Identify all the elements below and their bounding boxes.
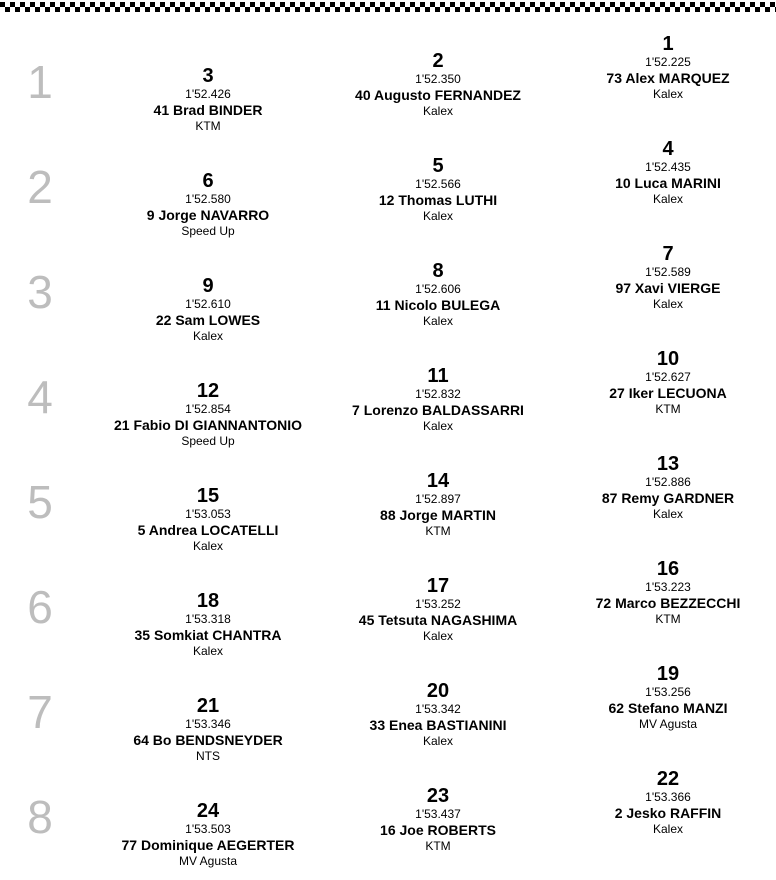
rider-name: 11 Nicolo BULEGA xyxy=(375,297,501,313)
grid-position: 13 xyxy=(656,453,680,475)
team-name: Kalex xyxy=(422,734,454,748)
grid-position: 18 xyxy=(196,590,220,612)
rider-name: 64 Bo BENDSNEYDER xyxy=(133,732,283,748)
grid-row-number: 5 xyxy=(27,476,53,528)
rider-name: 12 Thomas LUTHI xyxy=(378,192,498,208)
team-name: Speed Up xyxy=(181,224,235,238)
rider-name: 35 Somkiat CHANTRA xyxy=(134,627,282,643)
team-name: Kalex xyxy=(652,822,684,836)
lap-time: 1'52.627 xyxy=(645,370,691,384)
rider-name: 88 Jorge MARTIN xyxy=(380,507,496,523)
grid-position: 7 xyxy=(662,243,674,265)
rider-name: 33 Enea BASTIANINI xyxy=(369,717,507,733)
grid-slot xyxy=(323,367,553,434)
rider-name: 10 Luca MARINI xyxy=(615,175,721,191)
grid-position: 15 xyxy=(196,485,220,507)
lap-time: 1'52.350 xyxy=(415,72,461,86)
grid-position: 22 xyxy=(656,768,680,790)
team-name: Kalex xyxy=(652,87,684,101)
grid-slot xyxy=(323,472,553,539)
grid-slot xyxy=(93,487,323,554)
lap-time: 1'53.346 xyxy=(185,717,231,731)
grid-position: 9 xyxy=(202,275,214,297)
lap-time: 1'52.886 xyxy=(645,475,691,489)
team-name: KTM xyxy=(425,524,451,538)
team-name: Speed Up xyxy=(181,434,235,448)
grid-position: 12 xyxy=(196,380,220,402)
team-name: KTM xyxy=(655,612,681,626)
rider-name: 7 Lorenzo BALDASSARRI xyxy=(352,402,524,418)
rider-name: 72 Marco BEZZECCHI xyxy=(595,595,741,611)
grid-slot xyxy=(553,140,776,207)
grid-position: 3 xyxy=(202,65,214,87)
team-name: Kalex xyxy=(192,329,224,343)
rider-name: 5 Andrea LOCATELLI xyxy=(137,522,279,538)
team-name: Kalex xyxy=(652,507,684,521)
rider-name: 77 Dominique AEGERTER xyxy=(121,837,295,853)
grid-row-number: 2 xyxy=(27,161,53,213)
rider-name: 87 Remy GARDNER xyxy=(601,490,735,506)
lap-time: 1'52.610 xyxy=(185,297,231,311)
grid-position: 11 xyxy=(427,365,449,387)
team-name: KTM xyxy=(425,839,451,853)
grid-position: 6 xyxy=(202,170,214,192)
grid-slot xyxy=(323,157,553,224)
lap-time: 1'53.318 xyxy=(185,612,231,626)
lap-time: 1'53.366 xyxy=(645,790,691,804)
grid-slot xyxy=(323,682,553,749)
rider-name: 27 Iker LECUONA xyxy=(609,385,727,401)
lap-time: 1'53.252 xyxy=(415,597,461,611)
grid-slot xyxy=(93,382,323,449)
grid-row-number: 4 xyxy=(27,371,53,423)
lap-time: 1'52.566 xyxy=(415,177,461,191)
lap-time: 1'53.053 xyxy=(185,507,231,521)
grid-row-number: 3 xyxy=(27,266,53,318)
grid-slot xyxy=(553,245,776,312)
rider-name: 16 Joe ROBERTS xyxy=(380,822,496,838)
team-name: Kalex xyxy=(422,419,454,433)
grid-position: 16 xyxy=(656,558,680,580)
lap-time: 1'52.580 xyxy=(185,192,231,206)
grid-position: 14 xyxy=(426,470,450,492)
grid-slot xyxy=(323,577,553,644)
grid-slot xyxy=(323,262,553,329)
rider-name: 41 Brad BINDER xyxy=(153,102,263,118)
lap-time: 1'52.589 xyxy=(645,265,691,279)
rider-name: 21 Fabio DI GIANNANTONIO xyxy=(114,417,302,433)
lap-time: 1'53.256 xyxy=(645,685,691,699)
grid-slot xyxy=(553,770,776,837)
team-name: Kalex xyxy=(422,314,454,328)
lap-time: 1'53.503 xyxy=(185,822,231,836)
grid-slot xyxy=(553,560,776,627)
rider-name: 9 Jorge NAVARRO xyxy=(146,207,270,223)
grid-slot xyxy=(323,787,553,854)
team-name: Kalex xyxy=(422,209,454,223)
rider-name: 45 Tetsuta NAGASHIMA xyxy=(358,612,518,628)
grid-slot xyxy=(553,455,776,522)
grid-position: 10 xyxy=(656,348,680,370)
rider-name: 2 Jesko RAFFIN xyxy=(614,805,722,821)
checkered-flag-banner xyxy=(0,2,776,12)
grid-slot xyxy=(93,697,323,764)
grid-slot xyxy=(93,172,323,239)
rider-name: 73 Alex MARQUEZ xyxy=(606,70,730,86)
grid-position: 24 xyxy=(196,800,220,822)
grid-slot xyxy=(93,67,323,134)
lap-time: 1'53.223 xyxy=(645,580,691,594)
grid-position: 20 xyxy=(426,680,450,702)
lap-time: 1'52.854 xyxy=(185,402,231,416)
grid-position: 8 xyxy=(432,260,444,282)
grid-position: 5 xyxy=(432,155,444,177)
grid-position: 17 xyxy=(426,575,450,597)
grid-slot xyxy=(553,665,776,732)
team-name: Kalex xyxy=(192,644,224,658)
grid-slot xyxy=(93,802,323,869)
grid-position: 19 xyxy=(656,663,680,685)
lap-time: 1'52.426 xyxy=(185,87,231,101)
grid-slot xyxy=(93,592,323,659)
grid-row-number: 8 xyxy=(27,791,53,843)
team-name: Kalex xyxy=(652,192,684,206)
rider-name: 22 Sam LOWES xyxy=(155,312,261,328)
team-name: Kalex xyxy=(422,629,454,643)
lap-time: 1'52.606 xyxy=(415,282,461,296)
lap-time: 1'53.437 xyxy=(415,807,461,821)
rider-name: 40 Augusto FERNANDEZ xyxy=(355,87,521,103)
rider-name: 62 Stefano MANZI xyxy=(608,700,728,716)
team-name: KTM xyxy=(195,119,221,133)
grid-slot xyxy=(93,277,323,344)
team-name: MV Agusta xyxy=(638,717,698,731)
team-name: Kalex xyxy=(422,104,454,118)
grid-position: 2 xyxy=(432,50,444,72)
grid-slot xyxy=(553,35,776,102)
grid-position: 21 xyxy=(196,695,220,717)
team-name: MV Agusta xyxy=(178,854,238,868)
team-name: NTS xyxy=(196,749,220,763)
team-name: Kalex xyxy=(192,539,224,553)
grid-row-number: 6 xyxy=(27,581,53,633)
team-name: Kalex xyxy=(652,297,684,311)
lap-time: 1'52.225 xyxy=(645,55,691,69)
rider-name: 97 Xavi VIERGE xyxy=(615,280,721,296)
grid-row-number: 7 xyxy=(27,686,53,738)
lap-time: 1'52.897 xyxy=(415,492,461,506)
team-name: KTM xyxy=(655,402,681,416)
grid-slot xyxy=(323,52,553,119)
grid-position: 1 xyxy=(662,33,674,55)
grid-row-number: 1 xyxy=(27,56,53,108)
grid-slot xyxy=(553,350,776,417)
lap-time: 1'52.832 xyxy=(415,387,461,401)
grid-position: 4 xyxy=(662,138,674,160)
grid-position: 23 xyxy=(426,785,450,807)
lap-time: 1'53.342 xyxy=(415,702,461,716)
lap-time: 1'52.435 xyxy=(645,160,691,174)
